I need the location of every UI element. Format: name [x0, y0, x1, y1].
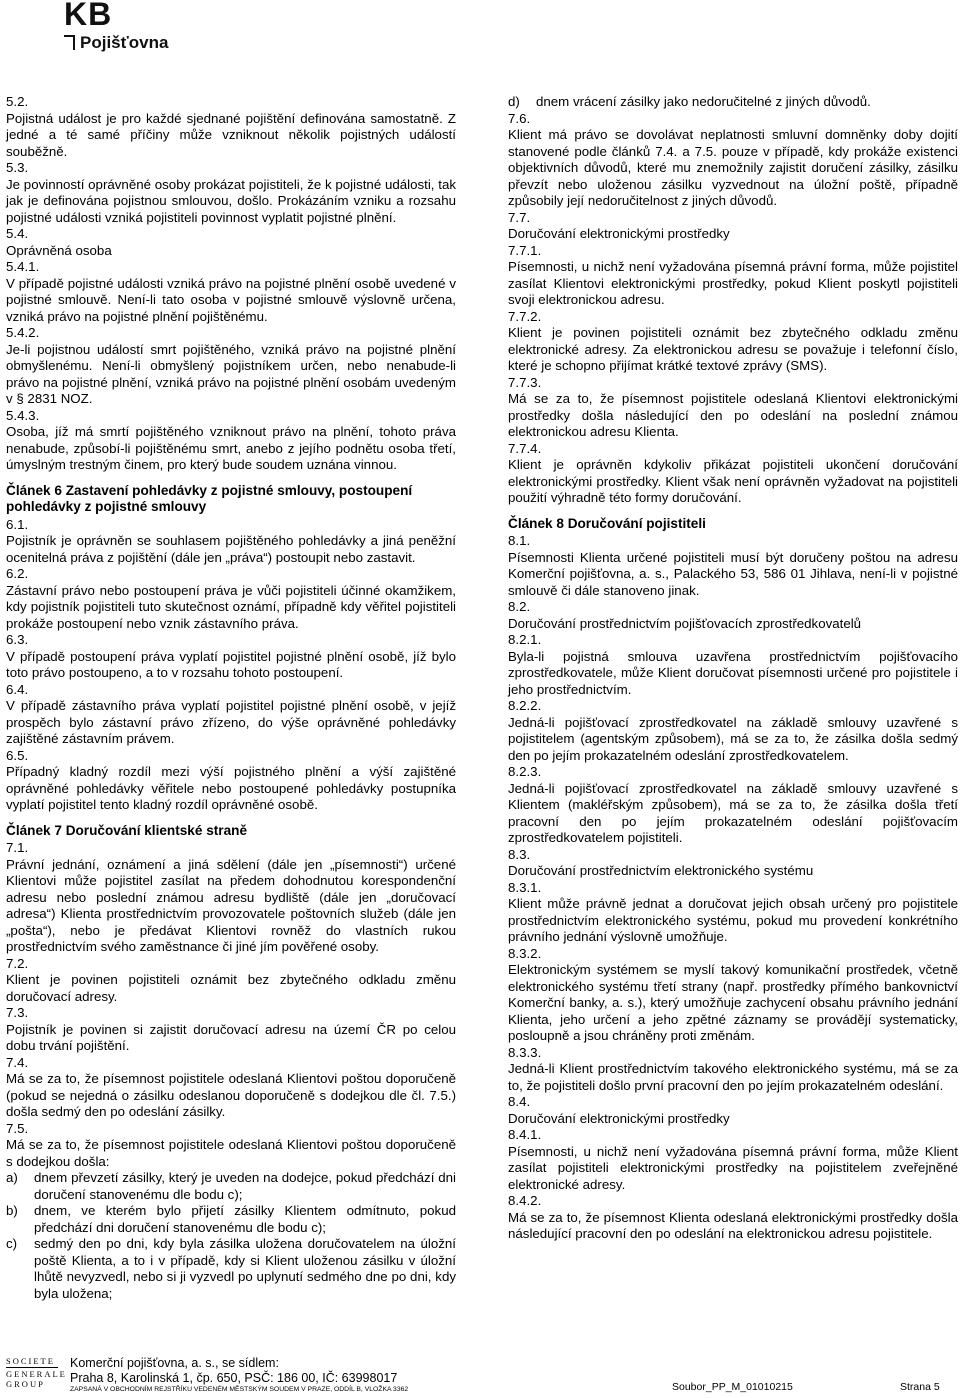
- paragraph: Doručování elektronickými prostředky: [508, 1110, 730, 1126]
- logo-bracket-icon: [64, 35, 75, 50]
- paragraph: 8.4.: [508, 1094, 531, 1109]
- paragraph: 7.7.: [508, 209, 531, 225]
- paragraph: Písemnosti Klienta určené pojistiteli musí být doručeny poštou na adresu Komerční pojišťovna, a. s., Palackého 53, 586 01 Jihlava, není-li v pojistné smlouvě či dále stanoveno jinak.: [508, 549, 958, 598]
- paragraph: 8.4.1.: [508, 1127, 542, 1142]
- paragraph: Doručování prostřednictvím elektronického systému: [508, 863, 814, 878]
- paragraph: 5.2.: [6, 94, 29, 109]
- paragraph: 8.2.3.: [508, 764, 542, 779]
- paragraph: V případě zástavního práva vyplatí pojistitel pojistné plnění osobě, v jejíž prospěch bylo zástavní právo zřízeno, do výše oprávněné pohledávky zajištěné zástavním právem.: [6, 698, 456, 746]
- paragraph: V případě postoupení práva vyplatí pojistitel pojistné plnění osobě, jíž bylo toto právo postoupeno, a to v rozsahu tohoto postoupení.: [6, 648, 456, 680]
- paragraph: 8.3.2.: [508, 945, 542, 961]
- paragraph: Oprávněná osoba: [6, 242, 112, 258]
- paragraph: 8.1.: [508, 533, 531, 548]
- paragraph: Písemnosti, u nichž není vyžadována písemná právní forma, může Klient zasílat pojistiteli elektronickými prostředky na pojistitelem zveřejněné elektronické adresy.: [508, 1143, 958, 1192]
- paragraph: Osoba, jíž má smrtí pojištěného vzniknout právo na plnění, tohoto práva nenabude, způsobí-li pojištěnému smrt, anebo z jejího podnětu osoba třetí, úmyslným trestným činem, pro který bude soudem uznána vinnou.: [6, 424, 456, 472]
- paragraph: Elektronickým systémem se myslí takový komunikační prostředek, včetně elektronického systému třetí strany (např. prostředky přímého bankovnictví Komerční banky, a. s.), který umožňuje zachycení obsahu právního jednání Klienta, jeho určení a jeho zpětné záznamy se provádějí systematicky, posloupně a jsou chráněny proti změnám.: [508, 962, 958, 1043]
- paragraph: Klient je povinen pojistiteli oznámit bez zbytečného odkladu změnu elektronické adresy. Za elektronickou adresu se považuje i telefonní číslo, které je schopno přijímat krátké textové zprávy (SMS).: [508, 325, 958, 373]
- logo-main-text: KB: [64, 0, 113, 32]
- paragraph: Je-li pojistnou událostí smrt pojištěného, vzniká právo na pojistné plnění obmyšlenému. Není-li obmyšlený pojistníkem určen, nebo nenabude-li právo na pojistné plnění, vzniká právo na pojistné plnění osobám uvedeným v § 2831 NOZ.: [6, 341, 456, 406]
- article-heading: Článek 8 Doručování pojistiteli: [508, 515, 706, 531]
- list-marker: d): [508, 94, 520, 109]
- paragraph: 6.1.: [6, 516, 29, 532]
- list-item: [6, 1203, 456, 1236]
- list-item: [6, 1236, 456, 1302]
- paragraph: 6.3.: [6, 632, 29, 647]
- paragraph: 8.4.2.: [508, 1193, 542, 1208]
- sg-line-1: SOCIETE: [6, 1356, 55, 1366]
- list-item: [6, 1170, 456, 1203]
- paragraph: 5.4.1.: [6, 259, 40, 274]
- paragraph: Jedná-li pojišťovací zprostředkovatel na základě smlouvy uzavřené s pojistitelem (agentským způsobem), má se za to, že zásilka došla sedmý den po jejím prokazatelném odeslání zprostředkovatelem.: [508, 714, 958, 763]
- paragraph: Klient je povinen pojistiteli oznámit bez zbytečného odkladu změnu doručovací adresy.: [6, 972, 456, 1004]
- kb-logo: [64, 0, 194, 56]
- paragraph: 7.5.: [6, 1120, 29, 1136]
- right-column: [508, 94, 958, 1243]
- paragraph: Případný kladný rozdíl mezi výší pojistného plnění a výší zajištěné oprávněné pohledávky věřitele nebo postoupené pohledávky postupníka vyplatí pojistitel tento kladný rozdíl oprávněné osobě.: [6, 764, 456, 812]
- footer-registry: ZAPSANÁ V OBCHODNÍM REJSTŘÍKU VEDENÉM MĚSTSKÝM SOUDEM V PRAZE, ODDÍL B, VLOŽKA 3362: [70, 1386, 409, 1393]
- article-heading: Článek 7 Doručování klientské straně: [6, 822, 248, 838]
- paragraph: 7.2.: [6, 955, 29, 971]
- paragraph: 7.7.2.: [508, 308, 542, 324]
- paragraph: Zástavní právo nebo postoupení práva je vůči pojistiteli účinné okamžikem, kdy pojistník pojistiteli tuto skutečnost oznámí, případně kdy věřitel pojistiteli prokáže postoupení nebo vznik zástavního práva.: [6, 582, 456, 631]
- paragraph: 8.2.: [508, 599, 531, 614]
- paragraph: Má se za to, že písemnost pojistitele odeslaná Klientovi elektronickými prostředky došla následující den po odeslání na poslední známou elektronickou adresu Klienta.: [508, 391, 958, 439]
- list-item: [508, 94, 958, 111]
- paragraph: 6.2.: [6, 566, 29, 581]
- paragraph: Je povinností oprávněné osoby prokázat pojistiteli, že k pojistné události, tak jak je definována pojistnou smlouvou, došlo. Prokázáním vzniku a rozsahu pojistné události vzniká pojistiteli povinnost vyplatit pojistné plnění.: [6, 176, 456, 225]
- paragraph: Pojistná událost je pro každé sjednané pojištění definována samostatně. Z jedné a té samé příčiny může vzniknout několik pojistných událostí souběžně.: [6, 110, 456, 159]
- list-marker: a): [6, 1170, 18, 1185]
- paragraph: 5.3.: [6, 160, 29, 175]
- footer-doc-code: Soubor_PP_M_01010215: [672, 1381, 793, 1393]
- paragraph: 8.3.: [508, 846, 531, 862]
- paragraph: Jedná-li Klient prostřednictvím takového elektronického systému, má se za to, že pojistiteli došlo první pracovní den po jejím prokazatelném odeslání.: [508, 1061, 958, 1093]
- paragraph: Klient má právo se dovolávat neplatnosti smluvní domněnky doby dojití stanovené podle článků 7.4. a 7.5. pouze v případě, kdy prokáže existenci objektivních důvodů, které mu znemožnily zajistit doručení zásilky, zásilku převzít nebo uloženou zásilku vyzvednout na úložní poště, případně způsobily její nedoručitelnost z jiných důvodů.: [508, 127, 958, 208]
- paragraph: Má se za to, že písemnost pojistitele odeslaná Klientovi poštou doporučeně s dodejkou došla:: [6, 1137, 456, 1169]
- paragraph: Písemnosti, u nichž není vyžadována písemná právní forma, může pojistitel zasílat Klientovi elektronickými prostředky, pokud Klient poskytl pojistiteli svoji elektronickou adresu.: [508, 259, 958, 307]
- paragraph: V případě pojistné události vzniká právo na pojistné plnění osobě uvedené v pojistné smlouvě. Není-li tato osoba v pojistné smlouvě výslovně určena, vzniká právo na pojistné plnění pojištěnému.: [6, 275, 456, 324]
- paragraph: 8.3.3.: [508, 1044, 542, 1060]
- footer-company: Komerční pojišťovna, a. s., se sídlem:: [70, 1356, 279, 1370]
- paragraph: Doručování elektronickými prostředky: [508, 226, 730, 241]
- paragraph: 5.4.2.: [6, 325, 40, 340]
- paragraph: Právní jednání, oznámení a jiná sdělení (dále jen „písemnosti“) určené Klientovi může pojistitel zasílat na předem dohodnutou korespondenční adresu nebo poslední známou adresu bydliště (dále jen „doručovací adresa“) Klienta prostřednictvím provozovatele poštovních služeb (dále jen „pošta“), nebo je předávat Klientovi rovněž do vlastních rukou prostřednictvím svého zaměstnance či jiné jím pověřené osoby.: [6, 856, 456, 954]
- list-marker: b): [6, 1203, 18, 1218]
- list-text: dnem, ve kterém bylo přijetí zásilky Klientem odmítnuto, pokud předchází dni doručení stanovenému dle bodu c);: [34, 1203, 456, 1235]
- paragraph: Jedná-li pojišťovací zprostředkovatel na základě smlouvy uzavřené s Klientem (makléřským způsobem), má se za to, že zásilka došla třetí pracovní den po jejím prokazatelném odeslání pojišťovacím zprostředkovatelem pojistiteli.: [508, 780, 958, 845]
- paragraph: Doručování prostřednictvím pojišťovacích zprostředkovatelů: [508, 615, 862, 631]
- footer-address: Praha 8, Karolinská 1, čp. 650, PSČ: 186 00, IČ: 63998017: [70, 1371, 398, 1385]
- paragraph: Klient je oprávněn kdykoliv přikázat pojistiteli ukončení doručování elektronickými prostředky. Klient však není oprávněn vyžadovat na pojistiteli použití výhradně této formy doručování.: [508, 457, 958, 505]
- sg-line-2: GENERALE: [6, 1369, 67, 1379]
- sg-rule: [6, 1367, 58, 1368]
- paragraph: 6.5.: [6, 747, 29, 763]
- paragraph: 5.4.: [6, 226, 29, 241]
- paragraph: 8.2.1.: [508, 632, 542, 647]
- paragraph: 7.4.: [6, 1054, 29, 1070]
- paragraph: Byla-li pojistná smlouva uzavřena prostřednictvím pojišťovacího zprostředkovatele, může Klient doručovat písemnosti určené pro pojistitele i jeho prostřednictvím.: [508, 648, 958, 697]
- footer-page-number: Strana 5: [900, 1381, 940, 1393]
- list-text: dnem převzetí zásilky, který je uveden na dodejce, pokud předchází dni doručení stanovenému dle bodu c);: [34, 1170, 456, 1202]
- left-column: [6, 94, 456, 1302]
- paragraph: 8.3.1.: [508, 879, 542, 895]
- logo-sub-text: [64, 32, 194, 54]
- paragraph: Klient může právně jednat a doručovat jejich obsah určený pro pojistitele prostřednictvím elektronického systému, pokud mu provedení konkrétního právního jednání výslovně umožňuje.: [508, 896, 958, 944]
- paragraph: Má se za to, že písemnost Klienta odeslaná elektronickými prostředky došla následující pracovní den po odeslání na elektronickou adresu pojistitele.: [508, 1209, 958, 1241]
- list-text: sedmý den po dni, kdy byla zásilka uložena doručovatelem na úložní poště Klienta, a to i v případě, kdy si Klient uloženou zásilku v úložní lhůtě nevyzvedl, nebo si ji vyzvedl po uplynutí sedmého dne po dni, kdy byla uložena;: [34, 1236, 456, 1301]
- paragraph: 7.3.: [6, 1005, 29, 1020]
- paragraph: 8.2.2.: [508, 698, 542, 713]
- paragraph: 7.1.: [6, 840, 29, 855]
- list-text: dnem vrácení zásilky jako nedoručitelné z jiných důvodů.: [536, 94, 871, 109]
- article-heading: Článek 6 Zastavení pohledávky z pojistné smlouvy, postoupení pohledávky z pojistné smlouvy: [6, 482, 413, 514]
- paragraph: 7.7.3.: [508, 374, 542, 390]
- paragraph: 7.7.1.: [508, 242, 542, 258]
- paragraph: 7.6.: [508, 110, 531, 126]
- logo-sub-label: Pojišťovna: [80, 33, 169, 52]
- paragraph: 7.7.4.: [508, 440, 542, 456]
- societe-generale-logo: [6, 1356, 67, 1389]
- paragraph: 5.4.3.: [6, 407, 40, 423]
- paragraph: Pojistník je oprávněn se souhlasem pojištěného pohledávky a jiná peněžní ocenitelná práva z pojištění (dále jen „práva“) postoupit nebo zastavit.: [6, 533, 456, 565]
- list-marker: c): [6, 1236, 18, 1251]
- paragraph: 6.4.: [6, 681, 29, 697]
- sg-line-3: GROUP: [6, 1379, 45, 1389]
- paragraph: Má se za to, že písemnost pojistitele odeslaná Klientovi poštou doporučeně (pokud se nejedná o zásilku odeslanou doporučeně s dodejkou dle čl. 7.5.) došla sedmý den po odeslání zásilky.: [6, 1071, 456, 1119]
- paragraph: Pojistník je povinen si zajistit doručovací adresu na území ČR po celou dobu trvání pojištění.: [6, 1021, 456, 1053]
